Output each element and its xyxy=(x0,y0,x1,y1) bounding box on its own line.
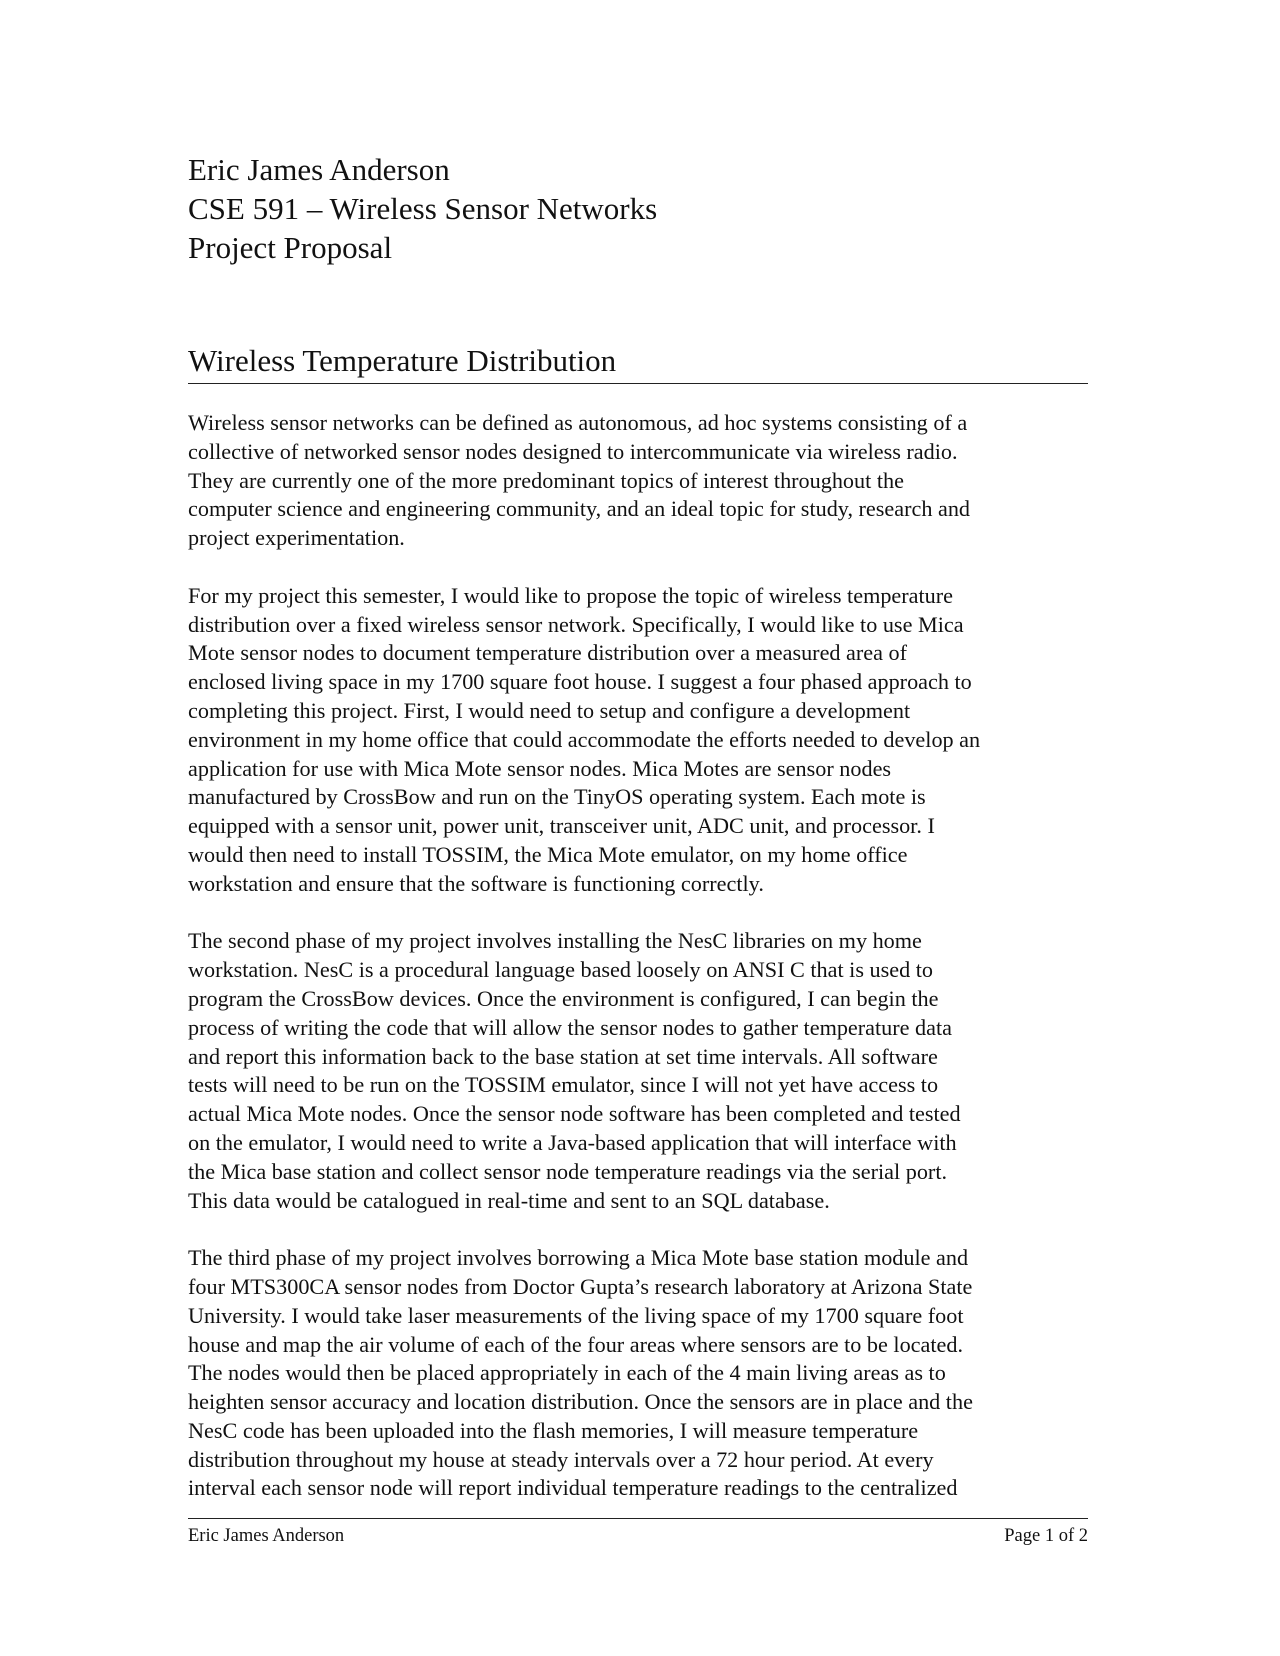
text-line: University. I would take laser measurements of the living space of my 1700 square foot xyxy=(188,1302,964,1328)
text-line: distribution over a fixed wireless sensor network. Specifically, I would like to use Mica xyxy=(188,611,964,637)
text-line: and report this information back to the base station at set time intervals. All software xyxy=(188,1043,938,1069)
author-name: Eric James Anderson xyxy=(188,152,450,187)
text-line: heighten sensor accuracy and location distribution. Once the sensors are in place and the xyxy=(188,1389,973,1415)
paragraph-phase-three xyxy=(188,1244,1088,1503)
section-heading: Wireless Temperature Distribution xyxy=(188,342,1088,384)
text-line: distribution throughout my house at steady intervals over a 72 hour period. At every xyxy=(188,1446,934,1472)
text-line: equipped with a sensor unit, power unit, transceiver unit, ADC unit, and processor. I xyxy=(188,813,935,839)
paragraph-phase-two xyxy=(188,927,1088,1215)
text-line: environment in my home office that could accommodate the efforts needed to develop an xyxy=(188,726,981,752)
text-line: actual Mica Mote nodes. Once the sensor node software has been completed and tested xyxy=(188,1101,961,1127)
text-line: the Mica base station and collect sensor node temperature readings via the serial port. xyxy=(188,1158,948,1184)
text-line: interval each sensor node will report individual temperature readings to the centralized xyxy=(188,1475,958,1501)
text-line: house and map the air volume of each of the four areas where sensors are to be located. xyxy=(188,1331,964,1357)
text-line: four MTS300CA sensor nodes from Doctor Gupta’s research laboratory at Arizona State xyxy=(188,1273,973,1299)
text-line: process of writing the code that will allow the sensor nodes to gather temperature data xyxy=(188,1014,952,1040)
text-line: completing this project. First, I would need to setup and configure a development xyxy=(188,697,911,723)
text-line: They are currently one of the more predominant topics of interest throughout the xyxy=(188,467,904,493)
text-line: For my project this semester, I would like to propose the topic of wireless temperature xyxy=(188,582,954,608)
text-line: The second phase of my project involves installing the NesC libraries on my home xyxy=(188,928,922,954)
course-title: CSE 591 – Wireless Sensor Networks xyxy=(188,191,658,226)
page-number: Page 1 of 2 xyxy=(1004,1526,1088,1546)
text-line: tests will need to be run on the TOSSIM emulator, since I will not yet have access to xyxy=(188,1072,939,1098)
text-line: on the emulator, I would need to write a Java-based application that will interface with xyxy=(188,1129,957,1155)
text-line: application for use with Mica Mote sensor nodes. Mica Motes are sensor nodes xyxy=(188,755,892,781)
text-line: The nodes would then be placed appropriately in each of the 4 main living areas as to xyxy=(188,1360,946,1386)
text-line: workstation. NesC is a procedural language based loosely on ANSI C that is used to xyxy=(188,957,934,983)
text-line: project experimentation. xyxy=(188,525,405,551)
text-line: workstation and ensure that the software is functioning correctly. xyxy=(188,870,764,896)
text-line: collective of networked sensor nodes designed to intercommunicate via wireless radio. xyxy=(188,438,958,464)
footer-author: Eric James Anderson xyxy=(188,1526,345,1546)
text-line: Mote sensor nodes to document temperature distribution over a measured area of xyxy=(188,640,908,666)
document-body xyxy=(188,409,1088,1532)
paragraph-phase-one xyxy=(188,582,1088,899)
paragraph-intro xyxy=(188,409,1088,553)
text-line: computer science and engineering community, and an ideal topic for study, research and xyxy=(188,496,971,522)
text-line: Wireless sensor networks can be defined as autonomous, ad hoc systems consisting of a xyxy=(188,410,968,435)
text-line: manufactured by CrossBow and run on the TinyOS operating system. Each mote is xyxy=(188,784,926,810)
text-line: NesC code has been uploaded into the flash memories, I will measure temperature xyxy=(188,1417,919,1443)
text-line: would then need to install TOSSIM, the Mica Mote emulator, on my home office xyxy=(188,841,908,867)
page-footer xyxy=(188,1518,1088,1547)
text-line: The third phase of my project involves borrowing a Mica Mote base station module and xyxy=(188,1245,969,1271)
document-type: Project Proposal xyxy=(188,230,393,265)
text-line: program the CrossBow devices. Once the environment is configured, I can begin the xyxy=(188,985,939,1011)
document-header xyxy=(188,150,657,267)
text-line: enclosed living space in my 1700 square foot house. I suggest a four phased approach to xyxy=(188,669,972,695)
text-line: This data would be catalogued in real-time and sent to an SQL database. xyxy=(188,1187,830,1213)
